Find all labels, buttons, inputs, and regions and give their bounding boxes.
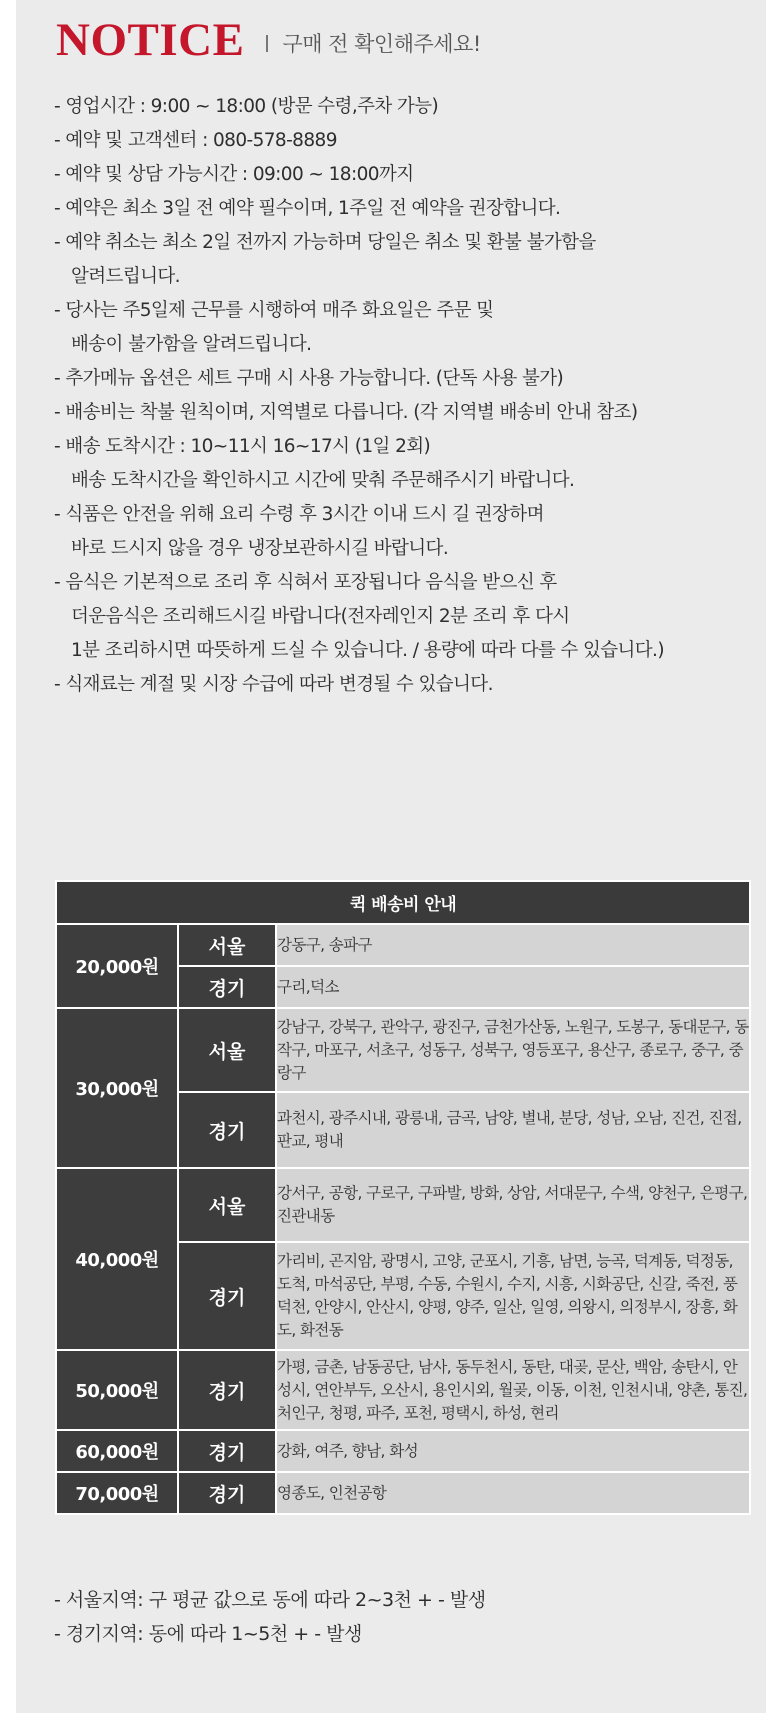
notice-line: 배송이 불가함을 알려드립니다. — [71, 334, 312, 355]
fee-areas: 강서구, 공항, 구로구, 구파발, 방화, 상암, 서대문구, 수색, 양천구, 은평구, 진관내동 — [276, 1168, 750, 1242]
fee-price: 30,000원 — [56, 1008, 178, 1168]
title-divider — [266, 35, 268, 52]
fee-region: 경기 — [178, 1430, 276, 1472]
notice-line: - 예약 취소는 최소 2일 전까지 가능하며 당일은 취소 및 환불 불가함을 — [54, 232, 596, 253]
fee-region: 경기 — [178, 1472, 276, 1514]
fee-areas: 강화, 여주, 향남, 화성 — [276, 1430, 750, 1472]
table-row — [56, 1472, 750, 1514]
notice-line: 알려드립니다. — [71, 266, 180, 287]
fee-region: 경기 — [178, 1092, 276, 1168]
table-row — [56, 1008, 750, 1092]
fee-price: 50,000원 — [56, 1350, 178, 1430]
notice-panel — [16, 0, 766, 1713]
fee-price: 40,000원 — [56, 1168, 178, 1350]
notice-line: - 식품은 안전을 위해 요리 수령 후 3시간 이내 드시 길 권장하며 — [54, 504, 544, 525]
notice-line: - 예약은 최소 3일 전 예약 필수이며, 1주일 전 예약을 권장합니다. — [54, 198, 561, 219]
notice-title: NOTICE — [56, 14, 245, 66]
notice-line: 1분 조리하시면 따뜻하게 드실 수 있습니다. / 용량에 따라 다를 수 있습니다.) — [71, 640, 664, 661]
fee-price: 20,000원 — [56, 924, 178, 1008]
notice-line: - 식재료는 계절 및 시장 수급에 따라 변경될 수 있습니다. — [54, 674, 493, 695]
footnote-seoul: - 서울지역: 구 평균 값으로 동에 따라 2~3천 + - 발생 — [54, 1589, 486, 1611]
fee-areas: 가평, 금촌, 남동공단, 남사, 동두천시, 동탄, 대곶, 문산, 백암, 송탄시, 안성시, 연안부두, 오산시, 용인시외, 월곶, 이동, 이천, 인천시내, 양촌, 통진, 처인구, 청평, 파주, 포천, 평택시, 하성, 현리 — [276, 1350, 750, 1430]
notice-header — [56, 14, 481, 66]
fee-areas: 구리,덕소 — [276, 966, 750, 1008]
fee-areas: 과천시, 광주시내, 광릉내, 금곡, 남양, 별내, 분당, 성남, 오남, 진건, 진접, 판교, 평내 — [276, 1092, 750, 1168]
footnote-gyeonggi: - 경기지역: 동에 따라 1~5천 + - 발생 — [54, 1623, 362, 1645]
notice-line: - 배송비는 착불 원칙이며, 지역별로 다릅니다. (각 지역별 배송비 안내 참조) — [54, 402, 638, 423]
delivery-fee-table — [55, 880, 751, 1515]
fee-price: 60,000원 — [56, 1430, 178, 1472]
fee-region: 경기 — [178, 1242, 276, 1350]
notice-line: - 배송 도착시간 : 10~11시 16~17시 (1일 2회) — [54, 436, 431, 457]
table-row — [56, 924, 750, 966]
notice-line: 배송 도착시간을 확인하시고 시간에 맞춰 주문해주시기 바랍니다. — [71, 470, 575, 491]
notice-line: 더운음식은 조리해드시길 바랍니다(전자레인지 2분 조리 후 다시 — [71, 606, 570, 627]
notice-line: - 예약 및 상담 가능시간 : 09:00 ~ 18:00까지 — [54, 164, 414, 185]
fee-region: 서울 — [178, 924, 276, 966]
fee-region: 서울 — [178, 1168, 276, 1242]
notice-line: - 예약 및 고객센터 : 080-578-8889 — [54, 130, 337, 151]
notice-line: 바로 드시지 않을 경우 냉장보관하시길 바랍니다. — [71, 538, 449, 559]
notice-list — [54, 90, 774, 702]
notice-line: - 영업시간 : 9:00 ~ 18:00 (방문 수령,주차 가능) — [54, 96, 439, 117]
fee-areas: 가리비, 곤지암, 광명시, 고양, 군포시, 기흥, 남면, 능곡, 덕계동, 덕정동, 도척, 마석공단, 부평, 수동, 수원시, 수지, 시흥, 시화공단, 신갈, 죽전, 풍덕천, 안양시, 안산시, 양평, 양주, 일산, 일영, 의왕시, 의정부시, 장흥, 화도, 화전동 — [276, 1242, 750, 1350]
table-title: 퀵 배송비 안내 — [56, 881, 750, 924]
fee-region: 경기 — [178, 1350, 276, 1430]
notice-line: - 추가메뉴 옵션은 세트 구매 시 사용 가능합니다. (단독 사용 불가) — [54, 368, 564, 389]
notice-line: - 음식은 기본적으로 조리 후 식혀서 포장됩니다 음식을 받으신 후 — [54, 572, 557, 593]
fee-areas: 강남구, 강북구, 관악구, 광진구, 금천가산동, 노원구, 도봉구, 동대문구, 동작구, 마포구, 서초구, 성동구, 성북구, 영등포구, 용산구, 종로구, 중구, 중랑구 — [276, 1008, 750, 1092]
table-row — [56, 1168, 750, 1242]
table-row — [56, 1350, 750, 1430]
fee-price: 70,000원 — [56, 1472, 178, 1514]
table-row — [56, 1430, 750, 1472]
fee-areas: 강동구, 송파구 — [276, 924, 750, 966]
fee-areas: 영종도, 인천공항 — [276, 1472, 750, 1514]
notice-line: - 당사는 주5일제 근무를 시행하여 매주 화요일은 주문 및 — [54, 300, 494, 321]
fee-region: 경기 — [178, 966, 276, 1008]
fee-region: 서울 — [178, 1008, 276, 1092]
footnotes — [54, 1583, 486, 1651]
notice-subtitle: 구매 전 확인해주세요! — [282, 32, 481, 56]
